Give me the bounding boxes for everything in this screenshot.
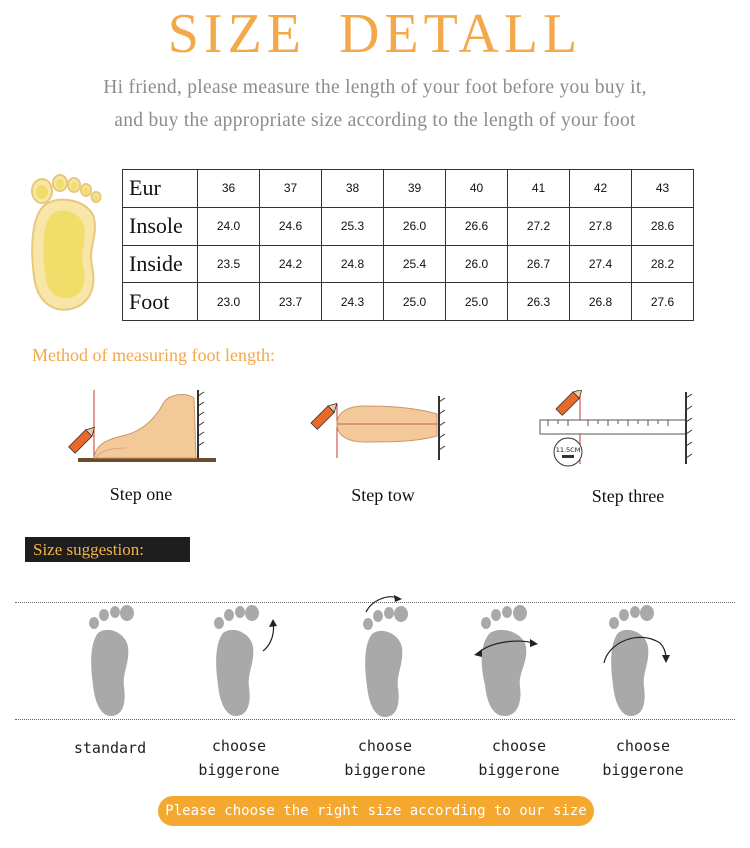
table-cell: 24.8 xyxy=(322,245,384,283)
table-cell: 27.2 xyxy=(508,207,570,245)
table-cell: 25.0 xyxy=(384,283,446,321)
table-cell: 42 xyxy=(570,170,632,208)
table-cell: 36 xyxy=(198,170,260,208)
table-cell: 43 xyxy=(632,170,694,208)
foot-high-instep-icon xyxy=(350,590,420,720)
foot-label-4 xyxy=(454,734,584,782)
table-row xyxy=(123,283,694,321)
foot-label-2 xyxy=(174,734,304,782)
table-cell: 28.6 xyxy=(632,207,694,245)
step-two-label: Step tow xyxy=(351,485,415,505)
ruler-measure-text: 11.5CM xyxy=(555,446,581,454)
yellow-foot-icon xyxy=(24,166,110,316)
table-cell: 26.0 xyxy=(446,245,508,283)
table-cell: 26.0 xyxy=(384,207,446,245)
table-cell: 24.2 xyxy=(260,245,322,283)
suggestion-heading: Size suggestion: xyxy=(25,537,190,562)
table-cell: 26.7 xyxy=(508,245,570,283)
foot-label-line: biggerone xyxy=(198,761,280,779)
table-cell: 27.6 xyxy=(632,283,694,321)
foot-label-line: standard xyxy=(73,739,147,757)
step-one-illustration xyxy=(60,388,218,464)
size-table xyxy=(122,169,694,321)
row-header-foot: Foot xyxy=(123,283,198,321)
table-cell: 23.5 xyxy=(198,245,260,283)
table-cell: 26.8 xyxy=(570,283,632,321)
foot-thick-icon xyxy=(598,603,674,719)
table-cell: 23.0 xyxy=(198,283,260,321)
page-title: SIZE DETALL xyxy=(167,3,583,65)
intro-line-1: Hi friend, please measure the length of your foot before you buy it, xyxy=(103,77,647,98)
foot-long-toe-icon xyxy=(205,603,285,719)
row-header-eur: Eur xyxy=(123,170,198,208)
table-cell: 25.3 xyxy=(322,207,384,245)
table-cell: 24.0 xyxy=(198,207,260,245)
foot-label-line: biggerone xyxy=(602,761,684,779)
foot-label-line: choose xyxy=(615,737,671,755)
step-one-label: Step one xyxy=(109,484,173,504)
table-row xyxy=(123,245,694,283)
foot-label-5 xyxy=(578,734,708,782)
table-cell: 23.7 xyxy=(260,283,322,321)
table-cell: 27.4 xyxy=(570,245,632,283)
table-cell: 25.0 xyxy=(446,283,508,321)
foot-standard-icon xyxy=(80,603,140,719)
table-cell: 41 xyxy=(508,170,570,208)
step-two-illustration xyxy=(305,394,447,464)
step-three-label: Step three xyxy=(591,486,665,506)
foot-label-line: choose xyxy=(357,737,413,755)
table-cell: 26.6 xyxy=(446,207,508,245)
table-row xyxy=(123,207,694,245)
row-header-insole: Insole xyxy=(123,207,198,245)
table-cell: 38 xyxy=(322,170,384,208)
foot-label-3 xyxy=(320,734,450,782)
foot-wide-icon xyxy=(470,603,550,719)
intro-line-2: and buy the appropriate size according to the length of your foot xyxy=(114,110,636,131)
foot-label-line: choose xyxy=(211,737,267,755)
table-cell: 39 xyxy=(384,170,446,208)
table-row xyxy=(123,170,694,208)
method-heading: Method of measuring foot length: xyxy=(32,345,275,365)
table-cell: 24.6 xyxy=(260,207,322,245)
table-cell: 28.2 xyxy=(632,245,694,283)
row-header-inside: Inside xyxy=(123,245,198,283)
table-cell: 24.3 xyxy=(322,283,384,321)
foot-label-line: biggerone xyxy=(344,761,426,779)
size-note-banner: Please choose the right size according to our size xyxy=(158,796,594,826)
table-cell: 27.8 xyxy=(570,207,632,245)
foot-label-line: biggerone xyxy=(478,761,560,779)
table-cell: 40 xyxy=(446,170,508,208)
table-cell: 37 xyxy=(260,170,322,208)
step-three-illustration xyxy=(538,390,694,472)
table-cell: 25.4 xyxy=(384,245,446,283)
table-cell: 26.3 xyxy=(508,283,570,321)
foot-label-standard xyxy=(45,736,175,760)
foot-label-line: choose xyxy=(491,737,547,755)
